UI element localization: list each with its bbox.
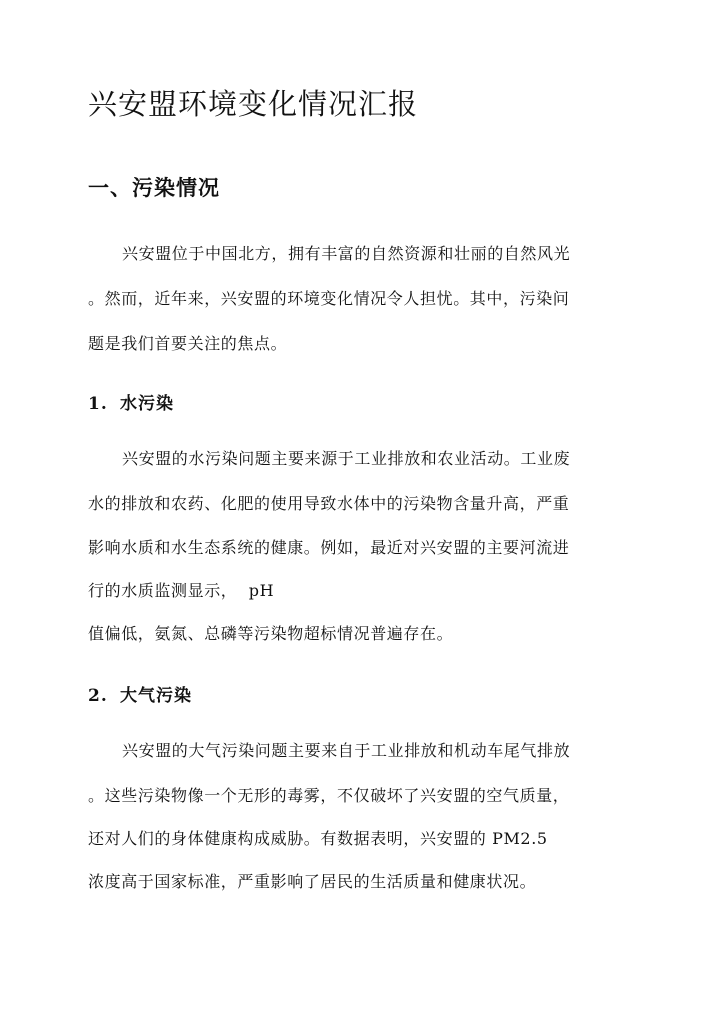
document-title: 兴安盟环境变化情况汇报 (88, 87, 419, 121)
subheading-text: 水污染 (120, 394, 174, 414)
section-heading-pollution: 一、污染情况 (88, 175, 220, 200)
air-line-1: 兴安盟的大气污染问题主要来自于工业排放和机动车尾气排放 (122, 741, 571, 760)
subheading-air-pollution (88, 681, 192, 706)
subheading-number: 2. (88, 686, 108, 706)
water-line-4: 行的水质监测显示， pH (88, 581, 275, 600)
intro-line-3: 题是我们首要关注的焦点。 (88, 334, 288, 353)
air-line-4: 浓度高于国家标准，严重影响了居民的生活质量和健康状况。 (88, 872, 537, 891)
water-line-3: 影响水质和水生态系统的健康。例如，最近对兴安盟的主要河流进 (88, 538, 570, 557)
intro-line-2: 。然而，近年来，兴安盟的环境变化情况令人担忧。其中，污染问 (88, 289, 570, 308)
intro-line-1: 兴安盟位于中国北方，拥有丰富的自然资源和壮丽的自然风光 (122, 244, 571, 263)
air-line-3: 还对人们的身体健康构成威胁。有数据表明，兴安盟的 PM2.5 (88, 829, 548, 848)
subheading-text: 大气污染 (120, 686, 192, 706)
subheading-number: 1. (88, 394, 108, 414)
water-line-5: 值偏低，氨氮、总磷等污染物超标情况普遍存在。 (88, 624, 454, 643)
air-line-2: 。这些污染物像一个无形的毒雾，不仅破坏了兴安盟的空气质量， (88, 786, 570, 805)
water-line-1: 兴安盟的水污染问题主要来源于工业排放和农业活动。工业废 (122, 449, 571, 468)
water-line-2: 水的排放和农药、化肥的使用导致水体中的污染物含量升高，严重 (88, 494, 570, 513)
subheading-water-pollution (88, 389, 174, 414)
